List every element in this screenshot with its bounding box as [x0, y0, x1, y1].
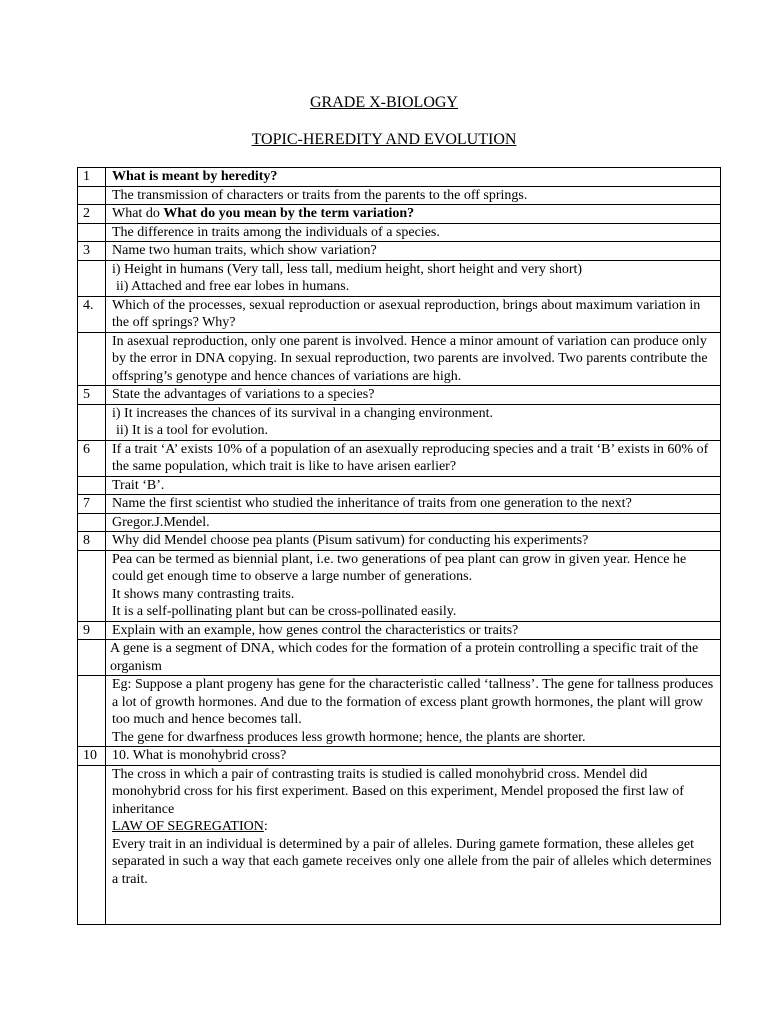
- question-row-3: [78, 242, 721, 261]
- question-number: 8: [78, 532, 106, 551]
- question-text: State the advantages of variations to a species?: [106, 386, 721, 405]
- question-row-1: [78, 168, 721, 187]
- question-text: Why did Mendel choose pea plants (Pisum sativum) for conducting his experiments?: [106, 532, 721, 551]
- answer-row-2: [78, 223, 721, 242]
- answer-row-9b: [78, 676, 721, 747]
- answer-text: [106, 260, 721, 296]
- answer-text: [106, 550, 721, 621]
- question-text: Name the first scientist who studied the inheritance of traits from one generation to the next?: [106, 495, 721, 514]
- empty-number-cell: [78, 186, 106, 205]
- question-number: 2: [78, 205, 106, 224]
- question-row-5: [78, 386, 721, 405]
- question-bold: What do you mean by the term variation?: [163, 206, 415, 221]
- empty-number-cell: [78, 260, 106, 296]
- answer-text: [106, 765, 721, 925]
- question-row-10: [78, 747, 721, 766]
- question-number: 1: [78, 168, 106, 187]
- answer-row-5: [78, 404, 721, 440]
- question-number: 10: [78, 747, 106, 766]
- question-number: 3: [78, 242, 106, 261]
- law-heading-line: [112, 818, 716, 836]
- question-row-2: [78, 205, 721, 224]
- answer-row-8: [78, 550, 721, 621]
- answer-line: ii) Attached and free ear lobes in humans.: [116, 279, 350, 294]
- answer-text: The difference in traits among the individuals of a species.: [106, 223, 721, 242]
- empty-number-cell: [78, 676, 106, 747]
- question-row-8: [78, 532, 721, 551]
- law-heading: LAW OF SEGREGATION: [112, 819, 264, 834]
- answer-line: ii) It is a tool for evolution.: [116, 423, 269, 438]
- answer-line: The cross in which a pair of contrasting traits is studied is called monohybrid cross. Mendel did monohybrid cross for his first experiment. Based on this experiment, Mendel proposed the first law of inheritance: [112, 766, 684, 817]
- answer-text: A gene is a segment of DNA, which codes for the formation of a protein controlling a specific trait of the organism: [106, 640, 721, 676]
- answer-row-6: [78, 476, 721, 495]
- empty-number-cell: [78, 223, 106, 242]
- question-text: If a trait ‘A’ exists 10% of a population of an asexually reproducing species and a trait ‘B’ exists in 60% of the same population, which trait is like to have arisen earlier?: [106, 440, 721, 476]
- answer-line: Pea can be termed as biennial plant, i.e. two generations of pea plant can grow in given year. Hence he could get enough time to observe a large number of generations.: [112, 551, 687, 584]
- empty-number-cell: [78, 640, 106, 676]
- answer-text: [106, 404, 721, 440]
- question-prefix: What do: [112, 206, 164, 221]
- answer-line: It is a self-pollinating plant but can be cross-pollinated easily.: [112, 604, 457, 619]
- question-row-4: [78, 296, 721, 332]
- empty-number-cell: [78, 765, 106, 925]
- answer-line: Every trait in an individual is determined by a pair of alleles. During gamete formation, these alleles get separated in such a way that each gamete receives only one allele from the pair of alleles which determines a trait.: [112, 836, 712, 887]
- answer-row-4: [78, 332, 721, 386]
- blank-space: [112, 888, 716, 924]
- question-number: 6: [78, 440, 106, 476]
- answer-row-9a: [78, 640, 721, 676]
- answer-row-1: [78, 186, 721, 205]
- empty-number-cell: [78, 550, 106, 621]
- question-text: Explain with an example, how genes control the characteristics or traits?: [106, 621, 721, 640]
- answer-text: In asexual reproduction, only one parent is involved. Hence a minor amount of variation can produce only by the error in DNA copying. In sexual reproduction, two parents are involved. Two parents contribute the offspring’s genotype and hence chances of variations are high.: [106, 332, 721, 386]
- empty-number-cell: [78, 513, 106, 532]
- answer-row-10: [78, 765, 721, 925]
- answer-line: i) Height in humans (Very tall, less tall, medium height, short height and very short): [112, 261, 583, 277]
- answer-text: Gregor.J.Mendel.: [106, 513, 721, 532]
- answer-line: The gene for dwarfness produces less growth hormone; hence, the plants are shorter.: [112, 729, 586, 745]
- answer-text: Trait ‘B’.: [106, 476, 721, 495]
- question-row-6: [78, 440, 721, 476]
- answer-row-3: [78, 260, 721, 296]
- answer-line: It shows many contrasting traits.: [112, 586, 295, 602]
- document-title: GRADE X-BIOLOGY: [310, 94, 458, 111]
- topic-heading: TOPIC-HEREDITY AND EVOLUTION: [251, 131, 517, 148]
- empty-number-cell: [78, 404, 106, 440]
- question-number: 9: [78, 621, 106, 640]
- answer-row-7: [78, 513, 721, 532]
- question-text: Name two human traits, which show variation?: [106, 242, 721, 261]
- qa-table: [77, 167, 721, 925]
- answer-text: The transmission of characters or traits from the parents to the off springs.: [106, 186, 721, 205]
- question-number: 7: [78, 495, 106, 514]
- empty-number-cell: [78, 476, 106, 495]
- answer-line: Eg: Suppose a plant progeny has gene for the characteristic called ‘tallness’. The gene for tallness produces a lot of growth hormones. And due to the formation of excess plant growth hormones, the plant will grow too much and hence becomes tall.: [112, 677, 714, 727]
- question-row-9: [78, 621, 721, 640]
- law-heading-colon: :: [263, 819, 268, 834]
- empty-number-cell: [78, 332, 106, 386]
- answer-text: [106, 676, 721, 747]
- question-text: Which of the processes, sexual reproduction or asexual reproduction, brings about maximum variation in the off springs? Why?: [106, 296, 721, 332]
- question-number: 4.: [78, 296, 106, 332]
- answer-line: i) It increases the chances of its survival in a changing environment.: [112, 405, 493, 421]
- question-text: 10. What is monohybrid cross?: [106, 747, 721, 766]
- question-row-7: [78, 495, 721, 514]
- question-text: What is meant by heredity?: [106, 168, 721, 187]
- question-text: [106, 205, 721, 224]
- question-number: 5: [78, 386, 106, 405]
